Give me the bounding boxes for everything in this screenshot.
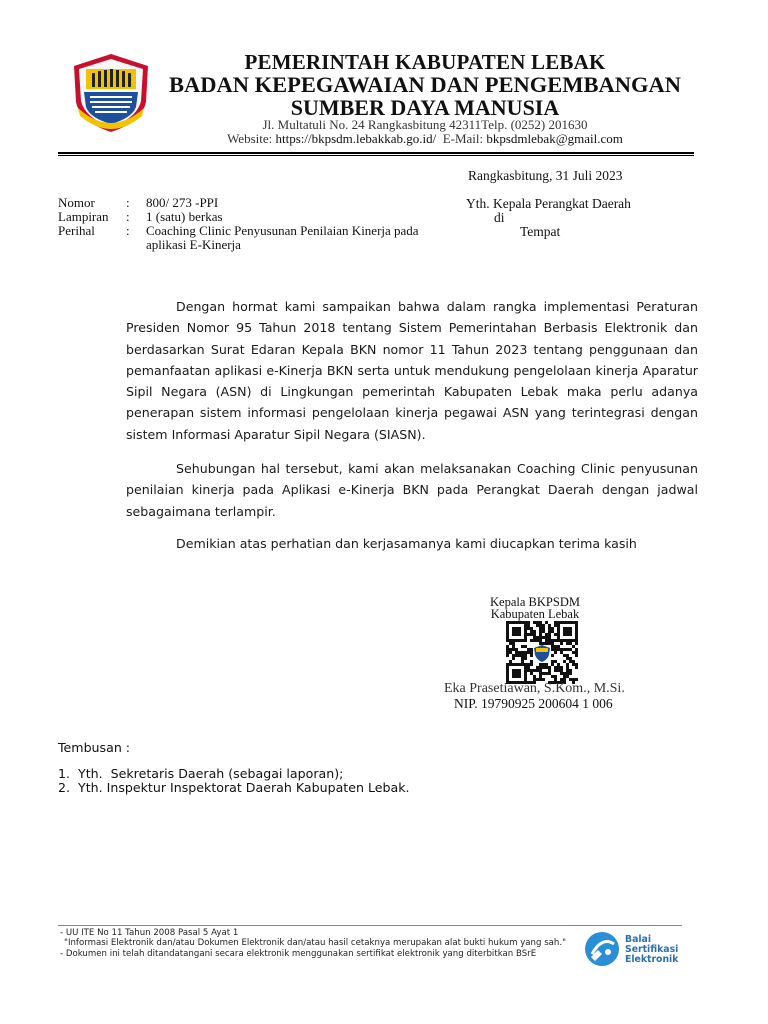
letterhead-contact	[160, 131, 690, 147]
lebak-regency-emblem-icon	[70, 52, 152, 134]
bsre-text: Elektronik	[625, 954, 679, 965]
letterhead-address: Jl. Multatuli No. 24 Rangkasbitung 42311Telp. (0252) 201630	[262, 117, 588, 132]
email-link[interactable]: bkpsdmlebak@gmail.com	[486, 131, 623, 146]
bsre-text: Balai	[625, 934, 652, 945]
tembusan-item: 1. Yth. Sekretaris Daerah (sebagai laporan);	[58, 766, 344, 781]
perihal-value-cont: aplikasi E-Kinerja	[146, 237, 241, 252]
website-link[interactable]: https://bkpsdm.lebakkab.go.id/	[275, 131, 437, 146]
perihal-value: Coaching Clinic Penyusunan Penilaian Kinerja pada	[146, 223, 419, 238]
nomor-value: 800/ 273 -PPI	[146, 195, 219, 210]
bsre-text: Sertifikasi	[625, 944, 679, 955]
lampiran-label: Lampiran	[58, 209, 109, 224]
website-label: Website:	[227, 131, 276, 146]
letter-date: Rangkasbitung, 31 Juli 2023	[468, 168, 623, 183]
signer-name: Eka Prasetiawan, S.Kom., M.Si.	[444, 681, 625, 696]
signer-title: Kepala BKPSDM	[490, 595, 580, 609]
body-paragraph-3: Demikian atas perhatian dan kerjasamanya kami diucapkan terima kasih	[176, 536, 637, 551]
letterhead-agency: BADAN KEPEGAWAIAN DAN PENGEMBANGAN	[169, 72, 681, 97]
footer-law: - UU ITE No 11 Tahun 2008 Pasal 5 Ayat 1	[60, 928, 239, 938]
email-label: E-Mail:	[436, 131, 487, 146]
colon: :	[126, 209, 130, 224]
lampiran-value: 1 (satu) berkas	[146, 209, 223, 224]
tembusan-label: Tembusan :	[58, 740, 131, 755]
tembusan-item: 2. Yth. Inspektur Inspektorat Daerah Kabupaten Lebak.	[58, 780, 410, 795]
colon: :	[126, 223, 130, 238]
letterhead-government: PEMERINTAH KABUPATEN LEBAK	[244, 50, 606, 74]
recipient-di: di	[494, 210, 505, 225]
letterhead-agency-2: SUMBER DAYA MANUSIA	[290, 95, 560, 120]
letterhead-rule-thin	[58, 155, 694, 156]
signer-office: Kabupaten Lebak	[490, 607, 580, 621]
bsre-logo-icon	[583, 930, 621, 968]
body-paragraph-1: Dengan hormat kami sampaikan bahwa dalam rangka implementasi Peraturan Presiden Nomor 95 Tahun 2018 tentang Sistem Pemerintahan Berbasis Elektronik dan berdasarkan Surat Edaran Kepala BKN nomor 11 Tahun 2023 tentang penggunaan dan pemanfaatan aplikasi e-Kinerja BKN serta untuk mendukung pengelolaan kinerja Aparatur Sipil Negara (ASN) di Lingkungan pemerintah Kabupaten Lebak maka perlu adanya penerapan sistem informasi pengelolaan kinerja pegawai ASN yang terintegrasi dengan sistem Informasi Aparatur Sipil Negara (SIASN).	[126, 299, 698, 442]
qr-code-icon	[506, 621, 578, 685]
perihal-label: Perihal	[58, 223, 95, 238]
recipient: Yth. Kepala Perangkat Daerah	[466, 196, 631, 211]
body-paragraph-2: Sehubungan hal tersebut, kami akan melaksanakan Coaching Clinic penyusunan penilaian kinerja pada Aplikasi e-Kinerja BKN pada Perangkat Daerah dengan jadwal sebagaimana terlampir.	[126, 461, 698, 519]
recipient-place: Tempat	[520, 224, 561, 239]
signer-nip: NIP. 19790925 200604 1 006	[454, 696, 613, 711]
footer-esign-note: - Dokumen ini telah ditandatangani secara elektronik menggunakan sertifikat elektronik yang diterbitkan BSrE	[60, 949, 537, 959]
colon: :	[126, 195, 130, 210]
footer-rule	[58, 925, 682, 926]
footer-quote: "Informasi Elektronik dan/atau Dokumen Elektronik dan/atau hasil cetaknya merupakan alat bukti hukum yang sah."	[64, 938, 567, 948]
nomor-label: Nomor	[58, 195, 95, 210]
letterhead-rule	[58, 152, 694, 154]
